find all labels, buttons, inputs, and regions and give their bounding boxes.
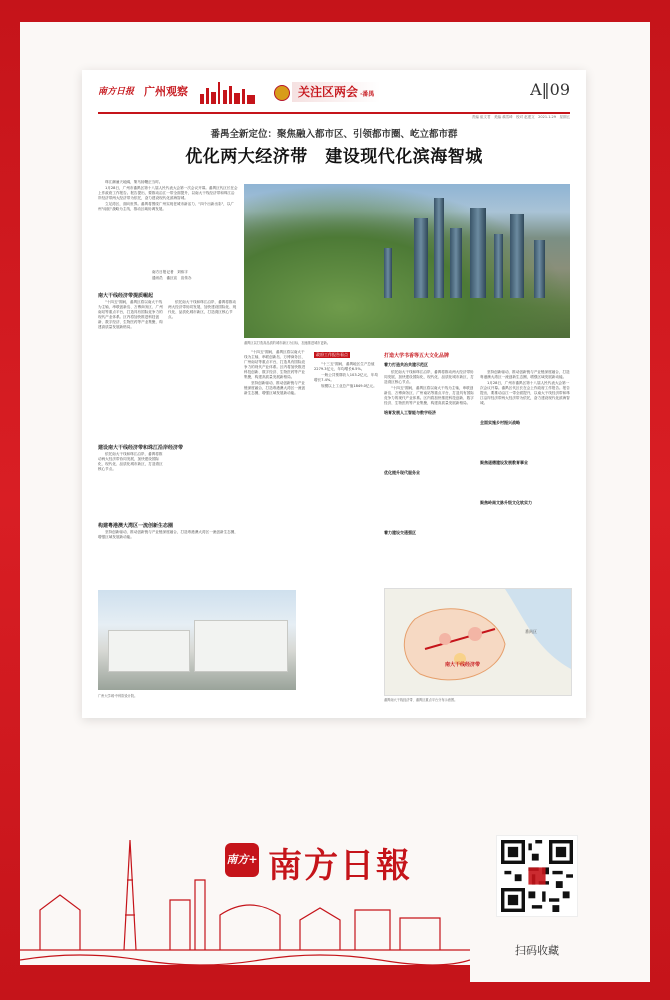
section-paragraph: 坚持创新驱动，推动创新链与产业链深度融合，打造粤港澳大湾区一流创新生态圈，增强区域发展新动能。 <box>98 530 238 539</box>
right-column-heading: 打造大学书香等五大文化品牌 <box>384 353 450 359</box>
headline: 优化两大经济带 建设现代化滨海智城 <box>185 147 483 167</box>
bottom-photo <box>98 590 296 690</box>
column-paragraph: 1月28日，广州市番禺区第十八届人民代表大会第一次会议开幕。番禺区代区长在会上作政府工作报告。报告提出，要推动沿江一带全面提升，以南大干线经济带和珠江沿岸经济带两大经济带为依托，奋力建设现代化滨海智城。 <box>480 381 570 405</box>
banner-subtitle: ·番禺 <box>360 91 375 98</box>
highlight-item: "十三五"期间，番禺地区生产总值2279.3亿元，年均增长6.5%。 <box>314 362 375 371</box>
tower <box>434 198 444 298</box>
city-skyline-illustration <box>20 800 470 982</box>
column-paragraph: 依托南大干线和珠江沿岸，番禺将推动两大经济带协同发展，加快建设国际化、现代化、品质化城市新区，打造湾区核心节点。 <box>384 370 474 384</box>
section-text <box>98 530 238 586</box>
right-column-text-2 <box>480 370 570 582</box>
highlights-list <box>314 362 378 586</box>
right-subheading: 全面实施乡村振兴战略 <box>480 420 520 425</box>
section-banner <box>292 82 380 102</box>
district-map <box>384 588 572 696</box>
right-subheading: 着力打造共治共建示范区 <box>384 362 428 367</box>
section-label: 广州观察 <box>144 85 188 98</box>
main-photo <box>244 184 570 338</box>
right-subheading: 着力建设交通强区 <box>384 530 416 535</box>
lead-text <box>98 180 238 266</box>
kicker: 番禺全新定位：聚焦融入都市区、引领都市圈、屹立都市群 <box>210 129 458 140</box>
lead-paragraph: 立足湾区，面向世界。番禺将围绕广州实现老城市新活力、"四个出新出彩"，以广州"南拓"战略为主线，推动区域协调发展。 <box>98 202 235 211</box>
column-paragraph: 坚持创新驱动，推动创新链与产业链深度融合，打造粤港澳大湾区一流创新生态圈，增强区域发展新动能。 <box>480 370 570 379</box>
lead-paragraph: 珠江潮涌天地阔，策马扬鞭正当时。 <box>105 180 163 184</box>
skyline-icon <box>198 80 258 104</box>
brand-logo: 南方日報 <box>268 846 412 886</box>
section-text <box>98 300 164 440</box>
highlight-item: 规模以上工业总产值1849.0亿元。 <box>321 384 377 388</box>
edition-line: 责编 崔文君 美编 翁雪琦 校对 赵建文 2021.1.29 星期五 <box>471 115 570 119</box>
right-subheading: 培育发展人工智能与数字经济 <box>384 410 436 415</box>
section-text <box>98 452 164 516</box>
middle-column-text <box>244 350 308 586</box>
right-column-text <box>384 370 474 582</box>
byline-2: 通讯员 番区宣 宣传办 <box>152 276 192 280</box>
masthead <box>98 80 570 114</box>
byline: 南方日报记者 刘伟宇 <box>152 270 188 274</box>
section-heading: 建设南大干线经济带和珠江沿岸经济带 <box>98 445 184 451</box>
map-label: 番禺区 <box>525 629 537 634</box>
qr-code-graphic <box>501 840 573 912</box>
lead-paragraph: 1月28日，广州市番禺区第十八届人民代表大会第一次会议开幕。番禺区代区长在会上作政府工作报告。报告提出，要推动沿江一带全面提升，以南大干线经济带和珠江沿岸经济带两大经济带为依托，奋力建设现代化滨海智城。 <box>98 186 238 200</box>
section-text-cont <box>168 300 238 440</box>
tower <box>510 214 524 298</box>
qr-code[interactable] <box>496 835 578 917</box>
banner-title: 关注区两会 <box>298 85 359 99</box>
section-paragraph: "十四五"期间，番禺区将以南大干线为主轴，串联创新岛、万博商务区、广州南站等重点平台，打造具有国际竞争力的现代产业体系。区内将加快推进科技创新、数字经济、生物医药等产业集聚，构建高质量发展新格局。 <box>98 300 163 329</box>
building <box>194 620 288 672</box>
section-heading: 构建粤港澳大湾区一流创新生态圈 <box>98 523 174 529</box>
building <box>108 630 190 672</box>
tower <box>534 240 545 298</box>
column-paragraph: "十四五"期间，番禺区将以南大干线为主轴，串联创新岛、万博商务区、广州南站等重点平台，打造具有国际竞争力的现代产业体系。区内将加快推进科技创新、数字经济、生物医药等产业集聚，构建高质量发展新格局。 <box>384 386 474 405</box>
page-number: A‖09 <box>530 80 570 99</box>
map-caption: 番禺南大干线经济带、番禺区重点平台分布示意图。 <box>384 698 458 702</box>
tower <box>384 248 392 298</box>
column-paragraph: 坚持创新驱动，推动创新链与产业链深度融合，打造粤港澳大湾区一流创新生态圈，增强区域发展新动能。 <box>244 381 306 395</box>
right-subheading: 聚焦道德建设发展教育事业 <box>480 460 528 465</box>
section-heading: 南大干线经济带提质崛起 <box>98 293 154 299</box>
newspaper-page <box>82 70 586 718</box>
highlight-item: 一般公共预算收入103.2亿元，年均增长7.4%。 <box>314 373 378 382</box>
section-paragraph: 依托南大干线和珠江沿岸，番禺将推动两大经济带协同发展，加快建设国际化、现代化、品质化城市新区，打造湾区核心节点。 <box>98 452 163 471</box>
column-paragraph: "十四五"期间，番禺区将以南大干线为主轴，串联创新岛、万博商务区、广州南站等重点平台，打造具有国际竞争力的现代产业体系。区内将加快推进科技创新、数字经济、生物医药等产业集聚，构建高质量发展新格局。 <box>244 350 306 379</box>
box-heading: 政府工作报告看点 <box>316 352 348 357</box>
right-subheading: 优化提升现代服务业 <box>384 470 420 475</box>
nanfang-plus-logo: 南方+ <box>225 843 259 877</box>
map-graphic <box>385 589 571 695</box>
bottom-photo-caption: 广州大学城·中科院设计院。 <box>98 694 138 698</box>
tower <box>450 228 462 298</box>
tower <box>494 234 503 298</box>
qr-label: 扫码收藏 <box>515 944 559 957</box>
emblem-icon <box>274 85 290 101</box>
tower <box>470 208 486 298</box>
map-label: 南大干线经济带 <box>445 662 481 668</box>
section-paragraph: 依托南大干线和珠江沿岸，番禺将推动两大经济带协同发展，加快建设国际化、现代化、品质化城市新区，打造湾区核心节点。 <box>168 300 237 319</box>
publication-logo: 南方日报 <box>98 87 135 97</box>
photo-caption: 番禺区以打造高品质的城市新区为目标，加速推进城市更新。 <box>244 341 331 345</box>
right-subheading: 聚焦岭南文脉升级文化软实力 <box>480 500 532 505</box>
tower <box>414 218 428 298</box>
